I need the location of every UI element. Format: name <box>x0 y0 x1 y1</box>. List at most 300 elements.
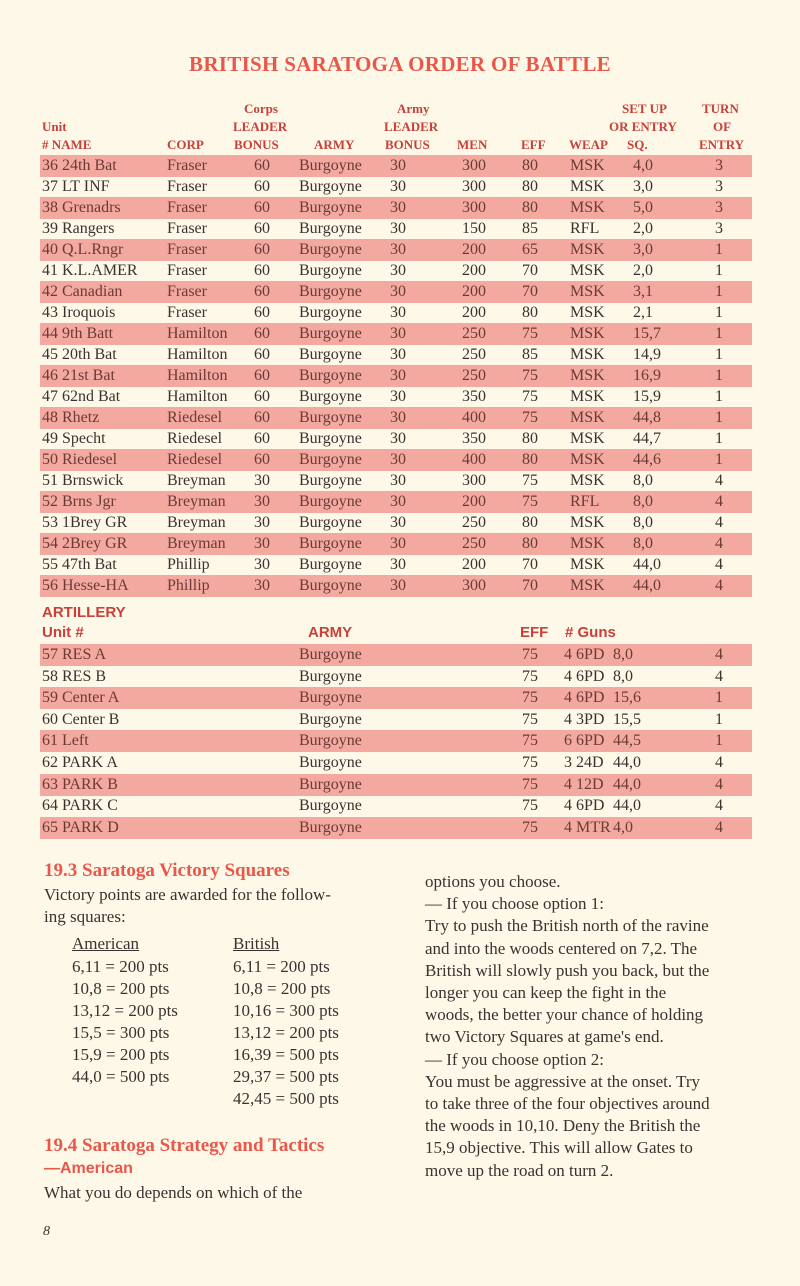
cell-name: 49 Specht <box>42 430 106 447</box>
cell-army: Burgoyne <box>299 710 362 728</box>
cell-army: Burgoyne <box>299 367 362 384</box>
cell-army: Burgoyne <box>299 577 362 594</box>
cell-army: Burgoyne <box>299 388 362 405</box>
cell-cb: 60 <box>254 199 270 216</box>
cell-name: 54 2Brey GR <box>42 535 128 552</box>
cell-cb: 60 <box>254 325 270 342</box>
strategy-line: You must be aggressive at the onset. Try <box>425 1071 700 1091</box>
cell-sq: 44,5 <box>613 732 641 750</box>
cell-eff: 75 <box>522 775 538 793</box>
table-row <box>40 197 752 219</box>
cell-cb: 30 <box>254 472 270 489</box>
cell-turn: 1 <box>715 451 723 468</box>
cell-cb: 60 <box>254 430 270 447</box>
cell-sq: 15,7 <box>633 325 661 342</box>
table-row <box>40 281 752 303</box>
cell-corp: Fraser <box>167 262 207 279</box>
infantry-table <box>40 155 752 597</box>
art-header-unit: Unit # <box>42 624 84 641</box>
table-row <box>40 575 752 597</box>
page-title: BRITISH SARATOGA ORDER OF BATTLE <box>189 52 611 76</box>
header-unit: Unit <box>42 119 67 134</box>
cell-turn: 3 <box>715 157 723 174</box>
cell-sq: 2,0 <box>633 262 653 279</box>
cell-army: Burgoyne <box>299 754 362 771</box>
cell-weap: MSK <box>570 577 605 594</box>
cell-turn: 1 <box>715 241 723 258</box>
cell-eff: 85 <box>522 220 538 237</box>
cell-corp: Hamilton <box>167 388 228 405</box>
table-row <box>40 774 752 796</box>
cell-cb: 60 <box>254 346 270 363</box>
cell-eff: 70 <box>522 556 538 573</box>
cell-sq: 44,6 <box>633 451 661 468</box>
cell-men: 150 <box>462 220 486 237</box>
victory-intro-1: Victory points are awarded for the follow- <box>44 885 331 904</box>
american-square: 6,11 = 200 pts <box>72 957 169 976</box>
art-header-eff: EFF <box>520 624 549 641</box>
cell-eff: 75 <box>522 409 538 426</box>
cell-eff: 75 <box>522 754 538 771</box>
cell-men: 350 <box>462 388 486 405</box>
cell-turn: 4 <box>715 775 723 793</box>
cell-men: 300 <box>462 157 486 174</box>
strategy-line: 15,9 objective. This will allow Gates to <box>425 1138 693 1158</box>
strategy-line: and into the woods centered on 7,2. The <box>425 938 698 958</box>
art-header-guns: # Guns <box>565 624 616 641</box>
strategy-line: longer you can keep the fight in the <box>425 983 667 1002</box>
table-row <box>40 386 752 408</box>
cell-guns: 4 3PD <box>564 710 605 728</box>
header-weap: WEAP <box>569 137 608 152</box>
cell-name: 52 Brns Jgr <box>42 493 116 510</box>
cell-sq: 15,6 <box>613 689 641 707</box>
cell-army: Burgoyne <box>299 304 362 321</box>
cell-men: 200 <box>462 283 486 300</box>
cell-cb: 30 <box>254 493 270 510</box>
cell-name: 43 Iroquois <box>42 304 116 321</box>
cell-men: 350 <box>462 430 486 447</box>
british-square: 10,8 = 200 pts <box>233 979 331 998</box>
cell-weap: MSK <box>570 241 605 258</box>
cell-name: 46 21st Bat <box>42 367 115 384</box>
cell-corp: Fraser <box>167 304 207 321</box>
cell-cb: 30 <box>254 514 270 531</box>
cell-turn: 1 <box>715 304 723 321</box>
victory-intro-2: ing squares: <box>44 907 126 926</box>
cell-men: 300 <box>462 199 486 216</box>
british-square: 42,45 = 500 pts <box>233 1089 339 1108</box>
cell-corp: Hamilton <box>167 325 228 342</box>
cell-army: Burgoyne <box>299 689 362 707</box>
cell-army: Burgoyne <box>299 493 362 510</box>
american-square: 15,5 = 300 pts <box>72 1023 170 1042</box>
cell-sq: 2,0 <box>633 220 653 237</box>
table-row <box>40 512 752 534</box>
cell-eff: 85 <box>522 346 538 363</box>
table-row <box>40 260 752 282</box>
cell-name: 36 24th Bat <box>42 157 117 174</box>
table-row <box>40 817 752 839</box>
cell-sq: 8,0 <box>633 535 653 552</box>
cell-weap: MSK <box>570 283 605 300</box>
table-row <box>40 407 752 429</box>
cell-name: 56 Hesse-HA <box>42 577 129 594</box>
cell-weap: MSK <box>570 157 605 174</box>
cell-sq: 44,0 <box>613 797 641 815</box>
cell-eff: 80 <box>522 304 538 321</box>
cell-weap: MSK <box>570 178 605 195</box>
cell-weap: MSK <box>570 451 605 468</box>
table-row <box>40 365 752 387</box>
header-army-leader-2: LEADER <box>384 119 439 134</box>
cell-turn: 1 <box>715 346 723 363</box>
cell-ab: 30 <box>390 430 406 447</box>
strategy-heading: 19.4 Saratoga Strategy and Tactics <box>44 1135 325 1156</box>
cell-army: Burgoyne <box>299 451 362 468</box>
cell-eff: 75 <box>522 388 538 405</box>
cell-army: Burgoyne <box>299 775 362 793</box>
cell-sq: 3,0 <box>633 241 653 258</box>
cell-army: Burgoyne <box>299 283 362 300</box>
cell-cb: 60 <box>254 409 270 426</box>
cell-eff: 75 <box>522 667 538 685</box>
table-row <box>40 302 752 324</box>
cell-turn: 1 <box>715 409 723 426</box>
cell-corp: Phillip <box>167 577 210 594</box>
british-square: 16,39 = 500 pts <box>233 1045 339 1064</box>
cell-turn: 4 <box>715 556 723 573</box>
cell-weap: MSK <box>570 409 605 426</box>
cell-turn: 1 <box>715 283 723 300</box>
header-corps-leader-1: Corps <box>244 101 278 116</box>
cell-sq: 4,0 <box>613 818 633 836</box>
table-row <box>40 449 752 471</box>
cell-sq: 2,1 <box>633 304 653 321</box>
cell-men: 400 <box>462 451 486 468</box>
cell-guns: 6 6PD <box>564 732 605 750</box>
cell-name: 42 Canadian <box>42 283 123 300</box>
cell-weap: MSK <box>570 556 605 573</box>
cell-men: 250 <box>462 514 486 531</box>
cell-cb: 30 <box>254 556 270 573</box>
cell-name: 38 Grenadrs <box>42 199 121 216</box>
cell-eff: 75 <box>522 818 538 836</box>
cell-army: Burgoyne <box>299 818 362 836</box>
cell-corp: Fraser <box>167 178 207 195</box>
cell-name: 53 1Brey GR <box>42 514 128 531</box>
cell-army: Burgoyne <box>299 199 362 216</box>
cell-army: Burgoyne <box>299 325 362 342</box>
cell-weap: RFL <box>570 220 600 237</box>
table-row <box>40 709 752 731</box>
american-square: 15,9 = 200 pts <box>72 1045 170 1064</box>
cell-ab: 30 <box>390 220 406 237</box>
american-square: 10,8 = 200 pts <box>72 979 170 998</box>
cell-cb: 60 <box>254 220 270 237</box>
cell-name: 57 RES A <box>42 646 107 663</box>
cell-weap: MSK <box>570 388 605 405</box>
strategy-line: — If you choose option 1: <box>425 894 604 914</box>
cell-eff: 75 <box>522 493 538 510</box>
british-label: British <box>233 934 280 953</box>
cell-turn: 4 <box>715 818 723 836</box>
table-row <box>40 428 752 450</box>
cell-weap: RFL <box>570 493 600 510</box>
cell-corp: Fraser <box>167 157 207 174</box>
header-army-leader-3: BONUS <box>385 137 430 152</box>
cell-cb: 60 <box>254 262 270 279</box>
cell-sq: 8,0 <box>633 493 653 510</box>
cell-eff: 80 <box>522 514 538 531</box>
header-army: ARMY <box>314 137 355 152</box>
table-row <box>40 470 752 492</box>
strategy-line: Try to push the British north of the ravine <box>425 916 709 936</box>
page-number: 8 <box>43 1224 50 1239</box>
table-row <box>40 687 752 709</box>
cell-men: 200 <box>462 241 486 258</box>
table-row <box>40 730 752 752</box>
cell-turn: 4 <box>715 754 723 771</box>
cell-turn: 1 <box>715 732 723 750</box>
table-row <box>40 752 752 774</box>
cell-eff: 70 <box>522 262 538 279</box>
cell-corp: Phillip <box>167 556 210 573</box>
cell-guns: 4 6PD <box>564 689 605 707</box>
strategy-line: options you choose. <box>425 872 561 891</box>
cell-army: Burgoyne <box>299 514 362 531</box>
cell-name: 39 Rangers <box>42 220 115 237</box>
cell-name: 45 20th Bat <box>42 346 117 363</box>
cell-men: 200 <box>462 262 486 279</box>
cell-ab: 30 <box>390 262 406 279</box>
strategy-line: — If you choose option 2: <box>425 1049 604 1069</box>
cell-eff: 70 <box>522 577 538 594</box>
table-row <box>40 533 752 555</box>
artillery-title: ARTILLERY <box>42 604 126 621</box>
cell-turn: 1 <box>715 710 723 728</box>
cell-ab: 30 <box>390 178 406 195</box>
cell-eff: 75 <box>522 646 538 663</box>
cell-eff: 80 <box>522 535 538 552</box>
cell-cb: 30 <box>254 535 270 552</box>
cell-army: Burgoyne <box>299 556 362 573</box>
cell-cb: 60 <box>254 241 270 258</box>
cell-army: Burgoyne <box>299 409 362 426</box>
cell-corp: Fraser <box>167 199 207 216</box>
cell-name: 48 Rhetz <box>42 409 100 426</box>
cell-guns: 4 MTR <box>564 818 611 836</box>
table-row <box>40 795 752 817</box>
strategy-left-text: What you do depends on which of the <box>44 1183 303 1202</box>
cell-army: Burgoyne <box>299 220 362 237</box>
cell-men: 300 <box>462 178 486 195</box>
cell-sq: 8,0 <box>633 472 653 489</box>
cell-corp: Hamilton <box>167 346 228 363</box>
cell-guns: 4 6PD <box>564 667 605 685</box>
cell-name: 55 47th Bat <box>42 556 117 573</box>
cell-ab: 30 <box>390 283 406 300</box>
cell-cb: 60 <box>254 451 270 468</box>
cell-cb: 60 <box>254 178 270 195</box>
cell-men: 200 <box>462 493 486 510</box>
header-turn-2: OF <box>713 119 732 134</box>
cell-army: Burgoyne <box>299 178 362 195</box>
cell-sq: 8,0 <box>633 514 653 531</box>
cell-name: 59 Center A <box>42 689 120 707</box>
cell-guns: 4 6PD <box>564 797 605 815</box>
cell-eff: 80 <box>522 430 538 447</box>
cell-army: Burgoyne <box>299 157 362 174</box>
cell-name: 61 Left <box>42 732 89 750</box>
cell-army: Burgoyne <box>299 646 362 663</box>
header-corps-leader-2: LEADER <box>233 119 288 134</box>
header-army-leader-1: Army <box>397 101 430 116</box>
cell-name: 64 PARK C <box>42 797 118 815</box>
cell-sq: 44,0 <box>633 577 661 594</box>
cell-cb: 60 <box>254 388 270 405</box>
cell-turn: 4 <box>715 472 723 489</box>
artillery-table <box>40 644 752 842</box>
cell-corp: Riedesel <box>167 451 223 468</box>
cell-turn: 1 <box>715 367 723 384</box>
cell-men: 200 <box>462 304 486 321</box>
cell-name: 37 LT INF <box>42 178 110 195</box>
strategy-line: move up the road on turn 2. <box>425 1160 614 1180</box>
british-square: 13,12 = 200 pts <box>233 1023 339 1042</box>
cell-eff: 75 <box>522 797 538 815</box>
cell-cb: 60 <box>254 157 270 174</box>
cell-ab: 30 <box>390 472 406 489</box>
header-setup-2: OR ENTRY <box>609 119 677 134</box>
cell-name: 47 62nd Bat <box>42 388 121 405</box>
cell-name: 62 PARK A <box>42 754 118 771</box>
cell-ab: 30 <box>390 577 406 594</box>
table-row <box>40 644 752 666</box>
table-row <box>40 491 752 513</box>
cell-army: Burgoyne <box>299 732 362 750</box>
header-setup-3: SQ. <box>627 137 648 152</box>
cell-eff: 80 <box>522 451 538 468</box>
strategy-line: woods, the better your chance of holding <box>425 1005 704 1025</box>
cell-sq: 14,9 <box>633 346 661 363</box>
cell-weap: MSK <box>570 472 605 489</box>
cell-army: Burgoyne <box>299 262 362 279</box>
cell-turn: 4 <box>715 667 723 685</box>
cell-turn: 1 <box>715 325 723 342</box>
cell-men: 400 <box>462 409 486 426</box>
american-label: American <box>72 934 140 953</box>
cell-men: 250 <box>462 367 486 384</box>
cell-ab: 30 <box>390 304 406 321</box>
cell-eff: 75 <box>522 732 538 750</box>
cell-guns: 4 12D <box>564 775 604 793</box>
cell-men: 250 <box>462 535 486 552</box>
cell-ab: 30 <box>390 556 406 573</box>
cell-cb: 60 <box>254 283 270 300</box>
table-row <box>40 344 752 366</box>
cell-turn: 3 <box>715 220 723 237</box>
cell-weap: MSK <box>570 346 605 363</box>
cell-guns: 4 6PD <box>564 646 605 663</box>
cell-sq: 44,0 <box>633 556 661 573</box>
british-square: 29,37 = 500 pts <box>233 1067 339 1086</box>
cell-eff: 65 <box>522 241 538 258</box>
cell-name: 41 K.L.AMER <box>42 262 138 279</box>
cell-eff: 75 <box>522 325 538 342</box>
cell-corp: Fraser <box>167 283 207 300</box>
cell-ab: 30 <box>390 346 406 363</box>
header-eff: EFF <box>521 137 546 152</box>
cell-sq: 44,0 <box>613 775 641 793</box>
header-num-name: # NAME <box>42 137 92 152</box>
cell-name: 51 Brnswick <box>42 472 124 489</box>
cell-sq: 16,9 <box>633 367 661 384</box>
strategy-line: British will slowly push you back, but the <box>425 960 710 980</box>
cell-army: Burgoyne <box>299 535 362 552</box>
cell-turn: 1 <box>715 430 723 447</box>
cell-ab: 30 <box>390 199 406 216</box>
cell-name: 50 Riedesel <box>42 451 118 468</box>
cell-sq: 44,0 <box>613 754 641 771</box>
american-square: 44,0 = 500 pts <box>72 1067 170 1086</box>
cell-sq: 3,1 <box>633 283 653 300</box>
cell-name: 58 RES B <box>42 667 107 685</box>
cell-weap: MSK <box>570 367 605 384</box>
cell-eff: 75 <box>522 472 538 489</box>
american-square: 13,12 = 200 pts <box>72 1001 178 1020</box>
cell-turn: 1 <box>715 262 723 279</box>
cell-weap: MSK <box>570 304 605 321</box>
cell-army: Burgoyne <box>299 346 362 363</box>
cell-turn: 4 <box>715 577 723 594</box>
cell-weap: MSK <box>570 199 605 216</box>
cell-weap: MSK <box>570 262 605 279</box>
cell-turn: 4 <box>715 646 723 663</box>
cell-eff: 80 <box>522 199 538 216</box>
art-header-army: ARMY <box>308 624 353 641</box>
cell-corp: Breyman <box>167 472 226 489</box>
strategy-line: two Victory Squares at game's end. <box>425 1027 664 1047</box>
cell-name: 65 PARK D <box>42 818 119 836</box>
cell-name: 63 PARK B <box>42 775 118 793</box>
cell-cb: 60 <box>254 367 270 384</box>
header-men: MEN <box>457 137 488 152</box>
cell-sq: 44,7 <box>633 430 661 447</box>
strategy-line: the woods in 10,10. Deny the British the <box>425 1116 701 1136</box>
cell-sq: 3,0 <box>633 178 653 195</box>
cell-sq: 8,0 <box>613 667 633 685</box>
cell-ab: 30 <box>390 388 406 405</box>
cell-ab: 30 <box>390 451 406 468</box>
table-row <box>40 155 752 177</box>
strategy-line: to take three of the four objectives around <box>425 1094 710 1113</box>
table-row <box>40 323 752 345</box>
cell-corp: Riedesel <box>167 430 223 447</box>
header-turn-3: ENTRY <box>699 137 745 152</box>
cell-army: Burgoyne <box>299 241 362 258</box>
cell-eff: 80 <box>522 157 538 174</box>
cell-name: 40 Q.L.Rngr <box>42 241 124 258</box>
cell-sq: 44,8 <box>633 409 661 426</box>
cell-men: 300 <box>462 577 486 594</box>
cell-name: 44 9th Batt <box>42 325 114 342</box>
cell-ab: 30 <box>390 157 406 174</box>
cell-men: 200 <box>462 556 486 573</box>
cell-sq: 15,5 <box>613 710 641 728</box>
cell-corp: Breyman <box>167 514 226 531</box>
cell-turn: 4 <box>715 514 723 531</box>
